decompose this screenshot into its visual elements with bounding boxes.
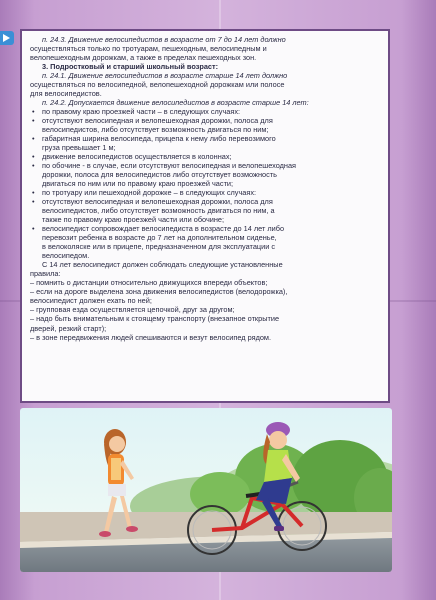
text-line (30, 188, 383, 197)
text-line-content: – если на дороге выделена зона движения велосипедистов (велодорожка), (30, 287, 288, 297)
bullet-icon: • (32, 224, 35, 234)
text-line (30, 333, 383, 342)
text-line-content: отсутствуют велосипедная и велопешеходная дорожки, полоса для (42, 197, 273, 207)
text-line (30, 296, 383, 305)
bullet-icon: • (32, 197, 35, 207)
cycling-illustration (20, 408, 392, 572)
text-panel (20, 29, 390, 403)
text-line-content: дверей, резкий старт); (30, 323, 107, 333)
arrow-right-icon (0, 31, 14, 45)
bullet-icon: • (32, 116, 35, 126)
text-line (30, 206, 383, 215)
text-line-content: п. 24.2. Допускается движение велосипедистов в возрасте старше 14 лет: (42, 98, 309, 108)
text-line (30, 53, 383, 62)
text-line-content: п. 24.3. Движение велосипедистов в возрасте от 7 до 14 лет должно (42, 35, 286, 44)
text-line-content: – надо быть внимательным к стоящему транспорту (внезапное открытие (30, 314, 280, 324)
text-line-content: движение велосипедистов осуществляется в колоннах; (42, 152, 232, 162)
text-line (30, 170, 383, 179)
text-line (30, 287, 383, 296)
text-line-content: дорожки, полоса для велосипедистов либо отсутствует возможность (42, 170, 277, 180)
text-line (30, 62, 383, 71)
text-line-content: габаритная ширина велосипеда, прицепа к нему либо перевозимого (42, 134, 276, 144)
text-line-content: перевозит ребенка в возрасте до 7 лет на дополнительном сиденье, (42, 233, 277, 243)
bullet-icon: • (32, 107, 35, 117)
text-line-content: также по правому краю проезжей части или обочине; (42, 215, 225, 225)
text-line-content: правила: (30, 269, 61, 279)
text-line-content: – в зоне передвижения людей спешиваются и везут велосипед рядом. (30, 332, 272, 342)
text-line (30, 278, 383, 287)
text-line-content: велосипедист должен ехать по ней; (30, 296, 152, 306)
text-line (30, 116, 383, 125)
text-line (30, 161, 383, 170)
bullet-icon: • (32, 152, 35, 162)
text-line-content: осуществляться только по тротуарам, пешеходным, велосипедным и (30, 44, 267, 54)
text-line-content: в велоколяске или в прицепе, предназначенном для эксплуатации с (42, 242, 276, 252)
text-line-content: осуществляться по велосипедной, велопешеходной дорожкам или полосе (30, 80, 285, 90)
text-line (30, 152, 383, 161)
text-line (30, 233, 383, 242)
text-line (30, 107, 383, 116)
text-line (30, 242, 383, 251)
text-line (30, 143, 383, 152)
text-line (30, 134, 383, 143)
text-line-content: по обочине - в случае, если отсутствуют велосипедная и велопешеходная (42, 161, 297, 171)
text-line-content: – групповая езда осуществляется цепочкой, друг за другом; (30, 305, 235, 315)
text-line-content: велосипедистов, либо отсутствует возможность двигаться по ним, а (42, 206, 275, 216)
text-line (30, 251, 383, 260)
text-line (30, 305, 383, 314)
text-line-content: 3. Подростковый и старший школьный возраст: (42, 62, 219, 72)
text-line-content: по тротуару или пешеходной дорожке – в следующих случаях: (42, 188, 257, 198)
text-line-content: отсутствуют велосипедная и велопешеходная дорожки, полоса для (42, 116, 273, 126)
text-line (30, 71, 383, 80)
text-line (30, 269, 383, 278)
text-line (30, 80, 383, 89)
text-line (30, 197, 383, 206)
text-line (30, 324, 383, 333)
text-line-content: груза превышает 1 м; (42, 143, 116, 153)
text-line-content: велосипедистов, либо отсутствует возможность двигаться по ним; (42, 125, 269, 135)
text-line (30, 98, 383, 107)
text-line (30, 314, 383, 323)
text-line-content: велосипедом. (42, 251, 90, 261)
illustration-svg (20, 408, 392, 572)
text-line (30, 260, 383, 269)
text-line (30, 35, 383, 44)
text-line (30, 224, 383, 233)
text-line (30, 89, 383, 98)
text-line-content: велосипедист сопровождает велосипедиста в возрасте до 14 лет либо (42, 224, 285, 234)
text-line (30, 125, 383, 134)
text-line-content: двигаться по ним или по правому краю проезжей части; (42, 179, 234, 189)
bullet-icon: • (32, 134, 35, 144)
text-line-content: п. 24.1. Движение велосипедистов в возрасте старше 14 лет должно (42, 71, 288, 81)
text-line-content: по правому краю проезжей части – в следующих случаях: (42, 107, 241, 117)
text-line-content: для велосипедистов. (30, 89, 102, 99)
bullet-icon: • (32, 161, 35, 171)
text-line-content: С 14 лет велосипедист должен соблюдать следующие установленные (42, 260, 283, 270)
text-line (30, 215, 383, 224)
bullet-icon: • (32, 188, 35, 198)
text-line-content: – помнить о дистанции относительно движущихся впереди объектов; (30, 278, 268, 288)
text-line (30, 179, 383, 188)
text-line-content: велопешеходным дорожкам, а также в пределах пешеходных зон. (30, 53, 257, 63)
text-line (30, 44, 383, 53)
